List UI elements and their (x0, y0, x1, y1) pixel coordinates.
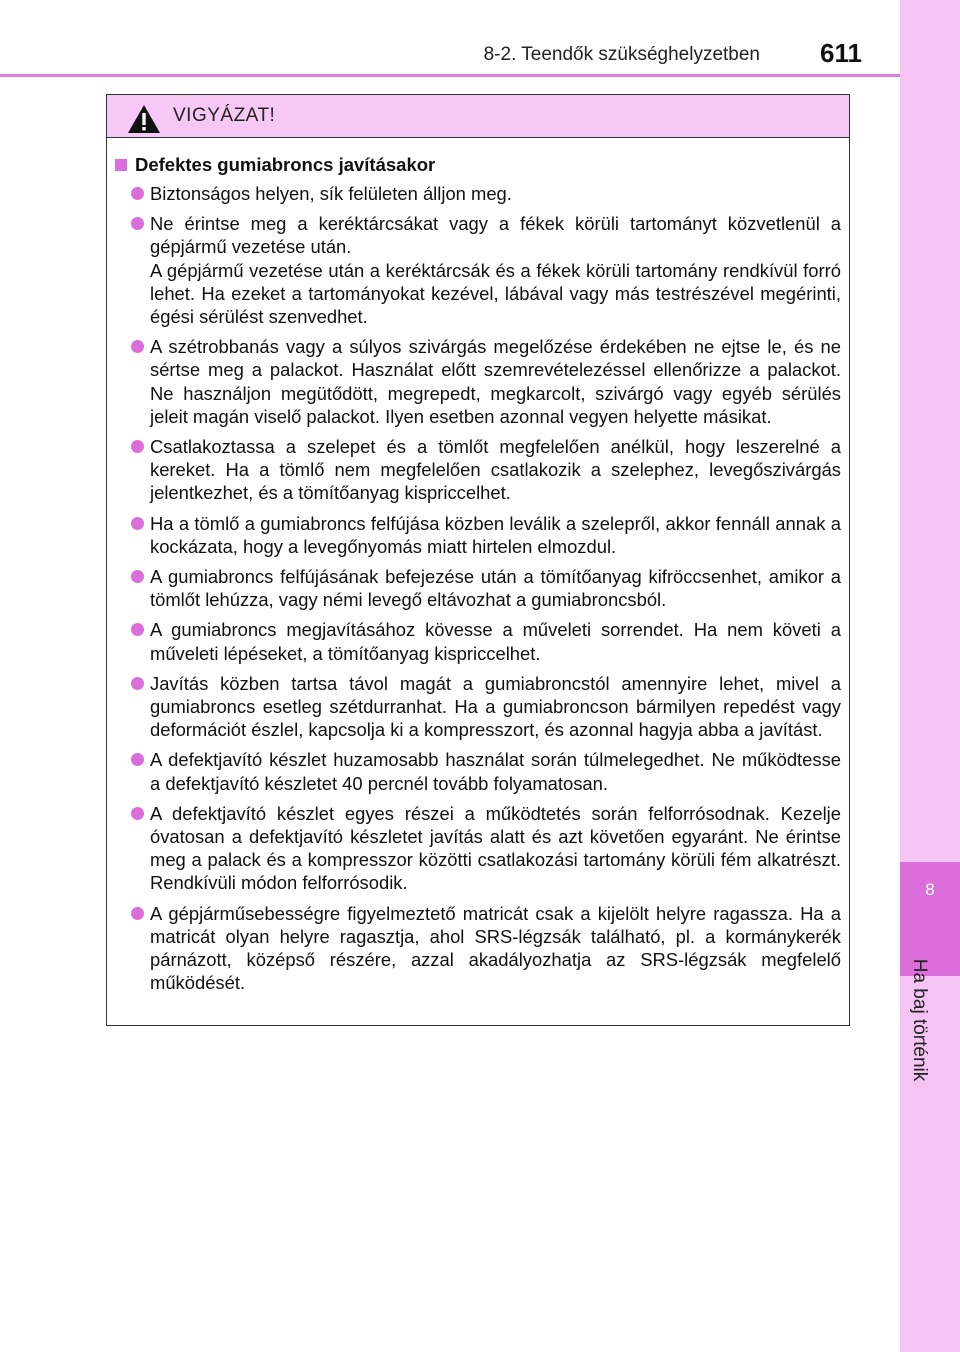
square-bullet-icon (115, 159, 127, 171)
round-bullet-icon (131, 187, 144, 200)
warning-item-text: A gépjárműsebességre figyelmeztető matricát csak a kijelölt helyre ragassza. Ha a matricát olyan helyre ragasztja, ahol SRS-légzsák található, pl. a kormánykerék párnázott, középső részére, azzal akadályozhatja az SRS-légzsák megfelelő működését. (150, 902, 841, 994)
section-heading (115, 154, 841, 176)
warning-list (115, 182, 841, 995)
warning-item (115, 565, 841, 611)
round-bullet-icon (131, 907, 144, 920)
warning-item (115, 802, 841, 895)
warning-item (115, 512, 841, 558)
warning-item-text: Ne érintse meg a keréktárcsákat vagy a fékek körüli tartományt közvetlenül a gépjármű vezetése után. A gépjármű vezetése után a keréktárcsák és a fékek körüli tartomány rendkívül forró lehet. Ha ezeket a tartományokat kezével, lábával vagy más testrészével megérinti, égési sérülést szenvedhet. (150, 213, 841, 328)
warning-item-text: A defektjavító készlet egyes részei a működtetés során felforrósodnak. Kezelje óvatosan a defektjavító készletet javítás alatt és azt követően egyaránt. Ne érintse meg a palack és a kompresszor közötti csatlakozási tartomány körüli fém alkatrészt. Rendkívüli módon felforrósodik. (150, 802, 841, 894)
header-divider (0, 74, 900, 77)
warning-item-text: Biztonságos helyen, sík felületen álljon meg. (150, 183, 512, 204)
warning-item (115, 212, 841, 328)
round-bullet-icon (131, 517, 144, 530)
round-bullet-icon (131, 570, 144, 583)
warning-item-text: A szétrobbanás vagy a súlyos szivárgás megelőzése érdekében ne ejtse le, és ne sértse meg a palackot. Használat előtt szemrevételezéssel ellenőrizze a palackot. Ne használjon megütődött, megrepedt, megkarcolt, szivárgó vagy egyéb sérülés jeleit magán viselő palackot. Ilyen esetben azonnal vegyen helyette másikat. (150, 336, 841, 427)
warning-item (115, 435, 841, 505)
warning-label: VIGYÁZAT! (173, 105, 276, 126)
round-bullet-icon (131, 753, 144, 766)
warning-item-text: A defektjavító készlet huzamosabb használat során túlmelegedhet. Ne működtesse a defektjavító készletet 40 percnél tovább folyamatosan. (150, 749, 841, 794)
round-bullet-icon (131, 217, 144, 230)
warning-body (107, 138, 849, 995)
round-bullet-icon (131, 807, 144, 820)
warning-item-text: A gumiabroncs felfújásának befejezése után a tömítőanyag kifröccsenhet, amikor a tömlőt lehúzza, vagy némi levegő eltávozhat a gumiabroncsból. (150, 566, 841, 611)
warning-item (115, 902, 841, 995)
section-title: 8-2. Teendők szükséghelyzetben (483, 44, 760, 65)
round-bullet-icon (131, 677, 144, 690)
warning-item (115, 335, 841, 428)
warning-item-text: Ha a tömlő a gumiabroncs felfújása közben leválik a szelepről, akkor fennáll annak a kockázata, hogy a levegőnyomás miatt hirtelen elmozdul. (150, 512, 841, 557)
warning-item (115, 182, 841, 205)
warning-triangle-icon (127, 104, 161, 134)
warning-item (115, 672, 841, 742)
round-bullet-icon (131, 440, 144, 453)
page-number: 611 (820, 38, 862, 68)
warning-item-text: A gumiabroncs megjavításához kövesse a műveleti sorrendet. Ha nem követi a műveleti lépéseket, a tömítőanyag kispriccelhet. (150, 619, 841, 664)
chapter-side-tab (900, 0, 960, 1352)
round-bullet-icon (131, 623, 144, 636)
chapter-number: 8 (925, 880, 935, 899)
warning-item (115, 748, 841, 794)
warning-item-text: Csatlakoztassa a szelepet és a tömlőt megfelelően anélkül, hogy leszerelné a kereket. Ha a tömlő nem megfelelően csatlakozik a szelephez, levegőszivárgás jelentkezhet, és a tömítőanyag kispriccelhet. (150, 436, 841, 504)
heading-text: Defektes gumiabroncs javításakor (135, 154, 436, 175)
warning-item-text: Javítás közben tartsa távol magát a gumiabroncstól amennyire lehet, mivel a gumiabroncs esetleg szétdurranhat. Ha a gumiabroncson bármilyen repedést vagy deformációt észlel, kapcsolja ki a kompresszort, és azonnal hagyja abba a javítást. (150, 672, 841, 741)
warning-item (115, 618, 841, 664)
warning-box (106, 94, 850, 1026)
warning-header (107, 95, 849, 138)
chapter-title: Ha baj történik (909, 958, 930, 1082)
round-bullet-icon (131, 340, 144, 353)
